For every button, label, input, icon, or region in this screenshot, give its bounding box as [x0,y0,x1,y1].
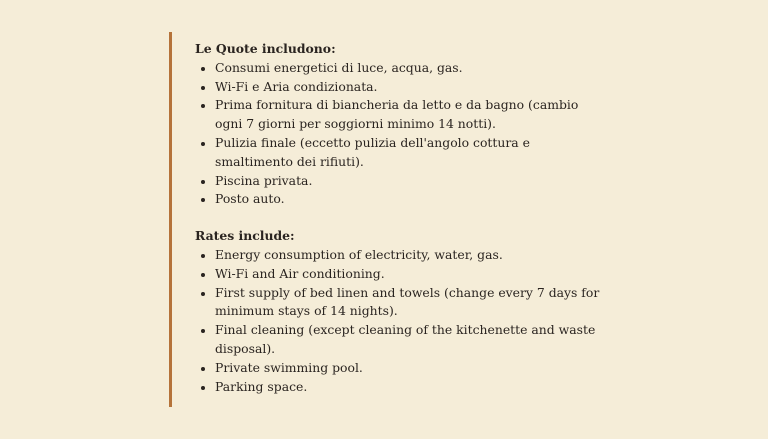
accent-divider [169,32,172,407]
list-item: Prima fornitura di biancheria da letto e da bagno (cambio ogni 7 giorni per soggiorni minimo 14 notti). [195,96,605,134]
list-item: Consumi energetici di luce, acqua, gas. [195,59,715,78]
list-item: Wi-Fi and Air conditioning. [195,265,715,284]
rates-info-panel [195,40,715,396]
list-item: Energy consumption of electricity, water, gas. [195,246,715,265]
list-item: Final cleaning (except cleaning of the kitchenette and waste disposal). [195,321,605,359]
list-item: Piscina privata. [195,172,715,191]
english-list [195,246,715,396]
english-section [195,227,715,396]
list-item: Posto auto. [195,190,715,209]
italian-list [195,59,715,209]
italian-heading: Le Quote includono: [195,41,336,56]
english-heading: Rates include: [195,228,295,244]
list-item: Private swimming pool. [195,359,715,378]
list-item: Wi-Fi e Aria condizionata. [195,78,715,97]
list-item: First supply of bed linen and towels (change every 7 days for minimum stays of 14 nights). [195,284,605,322]
list-item: Pulizia finale (eccetto pulizia dell'angolo cottura e smaltimento dei rifiuti). [195,134,605,172]
list-item: Parking space. [195,378,715,397]
italian-section [195,40,715,209]
